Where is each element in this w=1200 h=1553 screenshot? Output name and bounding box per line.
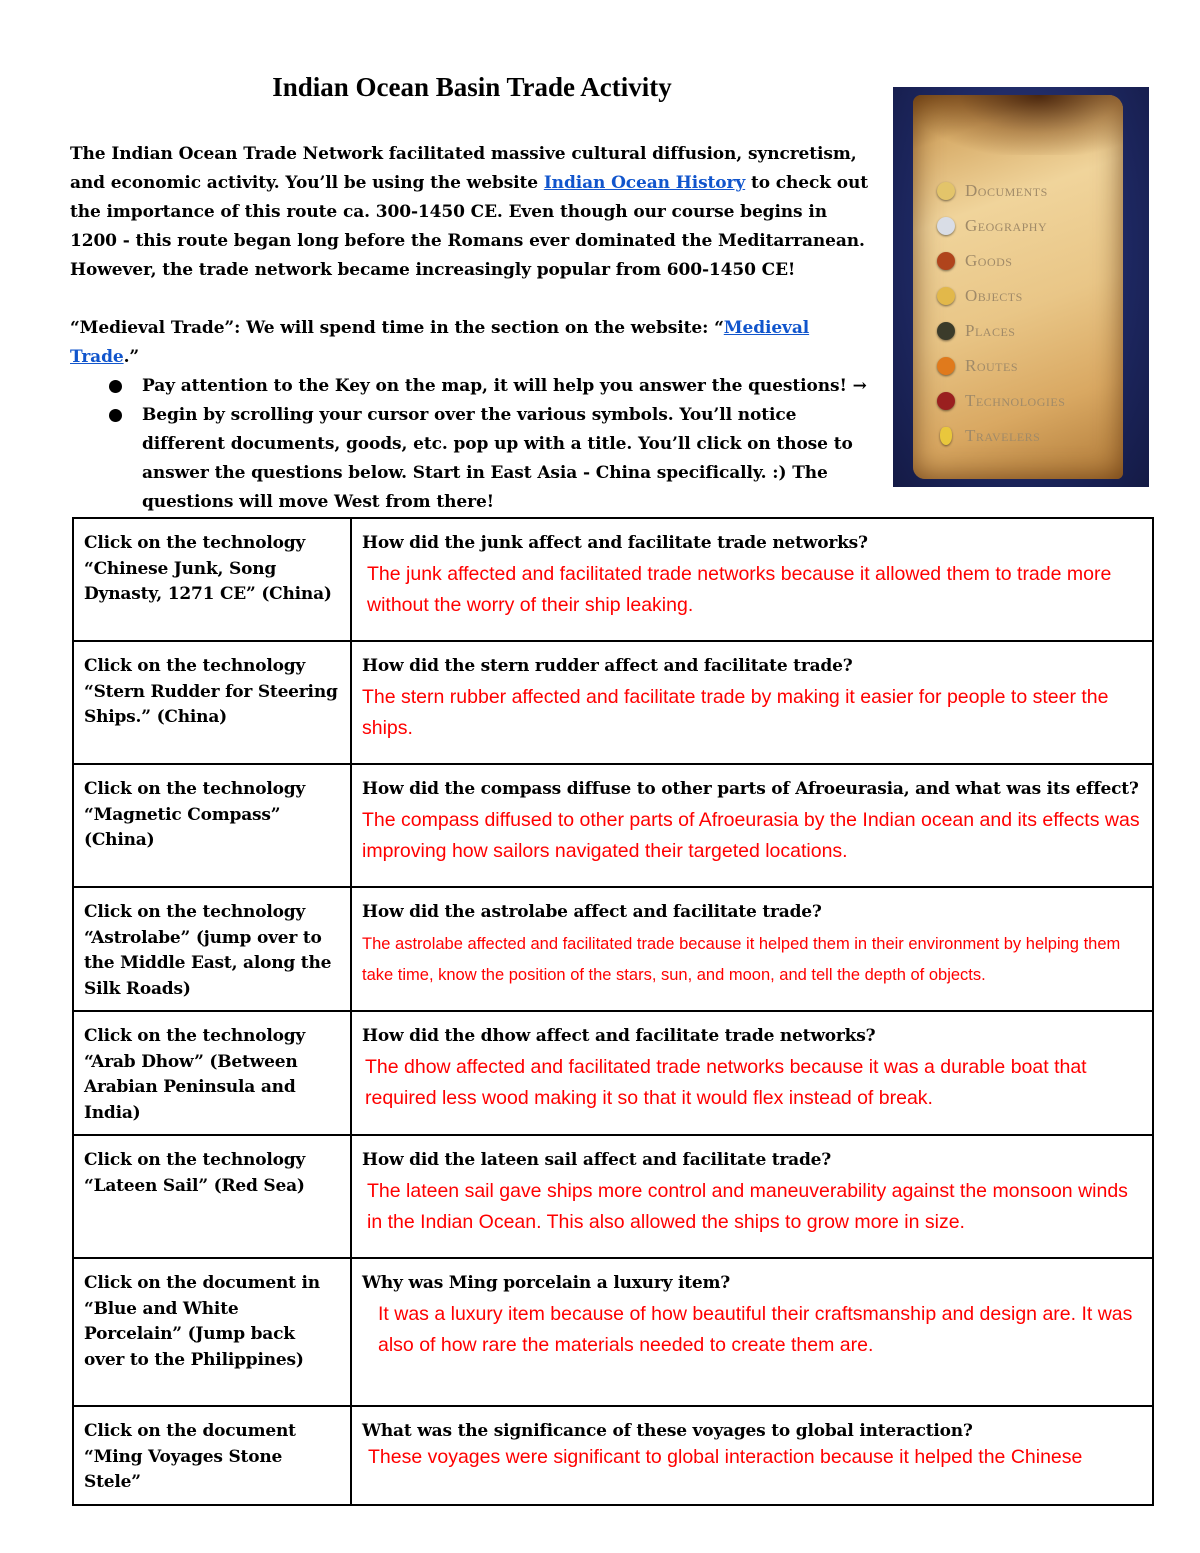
route-icon — [937, 357, 955, 375]
key-label: Goods — [965, 251, 1013, 270]
key-label: Technologies — [965, 391, 1066, 410]
answer-cell — [351, 641, 1153, 764]
answer-cell — [351, 887, 1153, 1011]
question-text: How did the compass diffuse to other parts of Afroeurasia, and what was its effect? — [362, 779, 1139, 799]
answer-cell — [351, 518, 1153, 641]
answer-text[interactable]: The stern rubber affected and facilitate trade by making it easier for people to steer the ships. — [362, 686, 1109, 739]
page-title: Indian Ocean Basin Trade Activity — [272, 72, 672, 102]
map-key-image — [893, 87, 1149, 487]
key-label: Documents — [965, 181, 1048, 200]
prompt-cell: Click on the technology “Stern Rudder for Steering Ships.” (China) — [73, 641, 351, 764]
table-row — [73, 764, 1153, 887]
list-item — [70, 372, 875, 401]
key-item-places — [937, 316, 1015, 346]
list-item — [70, 401, 875, 517]
prompt-cell: Click on the technology “Lateen Sail” (Red Sea) — [73, 1135, 351, 1258]
question-text: What was the significance of these voyages to global interaction? — [362, 1421, 973, 1441]
intro-paragraph — [70, 140, 875, 285]
question-text: How did the junk affect and facilitate trade networks? — [362, 533, 868, 553]
answer-text[interactable]: The astrolabe affected and facilitated trade because it helped them in their environment by helping them take time, know the position of the stars, sun, and moon, and tell the depth of objects. — [362, 935, 1121, 984]
question-text: Why was Ming porcelain a luxury item? — [362, 1273, 731, 1293]
burnt-edge — [913, 95, 1123, 155]
question-table — [72, 517, 1154, 1506]
question-text: How did the stern rudder affect and facilitate trade? — [362, 656, 853, 676]
answer-text[interactable]: The junk affected and facilitated trade networks because it allowed them to trade more without the worry of their ship leaking. — [367, 563, 1112, 616]
answer-text[interactable]: The compass diffused to other parts of Afroeurasia by the Indian ocean and its effects was improving how sailors navigated their targeted locations. — [362, 809, 1140, 862]
table-row — [73, 641, 1153, 764]
key-item-objects — [937, 281, 1023, 311]
prompt-cell: Click on the document “Ming Voyages Stone Stele” — [73, 1406, 351, 1505]
intro-text-2: to check out the importance of this route ca. 300-1450 CE. Even though our course begins in 1200 - this route began long before the Romans ever dominated the Meditarranean. However, the trade network became increasingly popular from 600-1450 CE! — [70, 173, 869, 280]
answer-text[interactable]: These voyages were significant to global interaction because it helped the Chinese — [368, 1446, 1083, 1468]
section-heading — [70, 314, 875, 372]
traveler-icon — [940, 427, 952, 445]
key-label: Objects — [965, 286, 1023, 305]
key-item-geography — [937, 211, 1047, 241]
table-row — [73, 1406, 1153, 1505]
table-row — [73, 1011, 1153, 1135]
answer-cell — [351, 764, 1153, 887]
bullet-icon — [109, 380, 122, 393]
answer-text[interactable]: The dhow affected and facilitated trade networks because it was a durable boat that required less wood making it so that it would flex instead of break. — [365, 1056, 1087, 1109]
parchment-scroll — [913, 95, 1123, 479]
prompt-cell: Click on the technology “Magnetic Compass” (China) — [73, 764, 351, 887]
key-label: Travelers — [965, 426, 1041, 445]
instruction-list — [70, 372, 875, 517]
answer-text[interactable]: The lateen sail gave ships more control and maneuverability against the monsoon winds in the Indian Ocean. This also allowed the ships to grow more in size. — [367, 1180, 1128, 1233]
answer-cell — [351, 1406, 1153, 1505]
swirl-icon — [937, 217, 955, 235]
prompt-cell: Click on the technology “Astrolabe” (jump over to the Middle East, along the Silk Roads) — [73, 887, 351, 1011]
table-row — [73, 1135, 1153, 1258]
bullet-icon — [109, 409, 122, 422]
intro-block — [70, 140, 875, 517]
place-icon — [937, 322, 955, 340]
key-label: Places — [965, 321, 1016, 340]
medieval-trade-link[interactable]: Medieval Trade — [70, 318, 810, 367]
key-item-goods — [937, 246, 1012, 276]
bullet-text: Pay attention to the Key on the map, it will help you answer the questions! → — [142, 376, 867, 396]
goods-icon — [937, 252, 955, 270]
object-icon — [937, 287, 955, 305]
question-text: How did the lateen sail affect and facilitate trade? — [362, 1150, 832, 1170]
table-row — [73, 887, 1153, 1011]
section-prefix: “Medieval Trade”: We will spend time in the section on the website: “ — [70, 318, 724, 338]
intro-text-1: The Indian Ocean Trade Network facilitated massive cultural diffusion, syncretism, and economic activity. You’ll be using the website — [70, 144, 857, 193]
prompt-cell: Click on the technology “Chinese Junk, Song Dynasty, 1271 CE” (China) — [73, 518, 351, 641]
key-label: Routes — [965, 356, 1019, 375]
answer-text[interactable]: It was a luxury item because of how beautiful their craftsmanship and design are. It was also of how rare the materials needed to create them are. — [378, 1303, 1133, 1356]
key-item-documents — [937, 176, 1048, 206]
prompt-cell: Click on the technology “Arab Dhow” (Between Arabian Peninsula and India) — [73, 1011, 351, 1135]
bullet-text: Begin by scrolling your cursor over the various symbols. You’ll notice different documents, goods, etc. pop up with a title. You’ll click on those to answer the questions below. Start in East Asia - China specifically. :) The questions will move West from there! — [142, 405, 853, 512]
key-item-technologies — [937, 386, 1065, 416]
key-label: Geography — [965, 216, 1048, 235]
answer-cell — [351, 1258, 1153, 1406]
answer-cell — [351, 1135, 1153, 1258]
question-text: How did the astrolabe affect and facilitate trade? — [362, 902, 822, 922]
key-item-routes — [937, 351, 1018, 381]
technology-icon — [937, 392, 955, 410]
question-text: How did the dhow affect and facilitate trade networks? — [362, 1026, 876, 1046]
table-row — [73, 1258, 1153, 1406]
key-item-travelers — [937, 421, 1040, 451]
indian-ocean-history-link[interactable]: Indian Ocean History — [543, 173, 746, 193]
section-suffix: .” — [123, 347, 140, 367]
answer-cell — [351, 1011, 1153, 1135]
table-row — [73, 518, 1153, 641]
scroll-icon — [937, 182, 955, 200]
prompt-cell: Click on the document in “Blue and White Porcelain” (Jump back over to the Philippines) — [73, 1258, 351, 1406]
